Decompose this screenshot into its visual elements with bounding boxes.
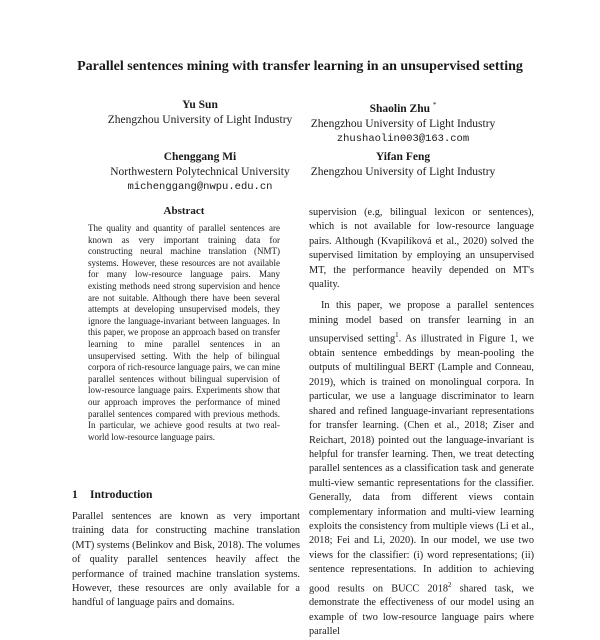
body-paragraph: supervision (e.g, bilingual lexicon or sentences), which is not available for low-resource language pairs. Although (Kvapilíková et al., 2020) solved the supervised limitation by employing an unsupervised MT, the performance heavily depended on MT's quality. [309,207,534,291]
author-block [95,150,305,195]
corresponding-author-marker: * [432,101,437,109]
author-block [298,150,508,180]
author-block [95,98,305,128]
author-affiliation: Zhengzhou University of Light Industry [310,166,496,178]
body-text: shared task, we demonstrate the effectiveness of our model using an example of two low-resource language pairs where parallel [309,583,534,638]
body-text: . As illustrated in Figure 1, we obtain sentence embeddings by mean-pooling the outputs of multilingual BERT (Lample and Conneau, 2019), which is trained on monolingual corpora. In particular, we use a language discriminator to learn shared and refined language-invariant representations for transfer learning. (Chen et al., 2018; Ziser and Reichart, 2018) pointed out the language-invariant is helpful for transfer learning. Then, we treat detecting parallel sentences as a classification task and generate multi-view semantic representations for the classifier. Generally, data from different views contain complementary information and multi-view learning exploits the consistency from multiple views (Li et al., 2018; Fei and Li, 2020). In our model, we use two views for the classifier: (i) word representations; (ii) sentence representations. In addition to achieving good results on BUCC 2018 [309,333,534,594]
section-number: 1 [72,489,78,501]
body-paragraph [309,299,534,639]
author-affiliation: Northwestern Polytechnical University [110,166,290,178]
right-column [309,206,534,640]
footnote-marker: 2 [448,580,452,589]
author-block [298,98,508,147]
body-text: In this paper, we propose a parallel sentences mining model based on transfer learning in an unsupervised setting [309,300,534,345]
author-name-line [298,98,508,117]
author-email: michenggang@nwpu.edu.cn [127,181,273,193]
author-affiliation: Zhengzhou University of Light Industry [107,114,293,126]
intro-paragraph: Parallel sentences are known as very important training data for constructing machine translation (MT) systems (Belinkov and Bisk, 2018). The volumes of quality parallel sentences heavily affect the performance of trained machine translation systems. However, these resources are only available for a handful of language pairs and domains. [72,511,300,609]
section-title: Introduction [90,489,153,501]
abstract-text: The quality and quantity of parallel sentences are known as very important training data for constructing neural machine translation (NMT) systems. However, these resources are not available for many low-resource language pairs. Many existing methods need strong supervision and hence are not suitable. Although there have been several attempts at developing unsupervised models, they ignore the language-invariant between languages. In this paper, we propose an approach based on transfer learning to mine parallel sentences in an unsupervised setting. With the help of bilingual corpora of rich-resource language pairs, we can mine parallel sentences without bilingual supervision of low-resource language pairs. Experiments show that our approach improves the performance of mined parallel sentences compared with previous methods. In particular, we achieve good results at two real-world low-resource language pairs. [88,223,280,442]
abstract-heading: Abstract [163,205,205,217]
author-name: Shaolin Zhu [369,102,431,115]
author-name: Chenggang Mi [163,151,237,163]
footnote-marker: 1 [395,331,399,340]
author-affiliation: Zhengzhou University of Light Industry [310,117,496,130]
author-email: zhushaolin003@163.com [336,132,470,145]
author-name: Yu Sun [182,99,218,111]
paper-title: Parallel sentences mining with transfer learning in an unsupervised setting [77,59,523,74]
author-name: Yifan Feng [375,151,431,163]
section-heading [72,489,152,501]
